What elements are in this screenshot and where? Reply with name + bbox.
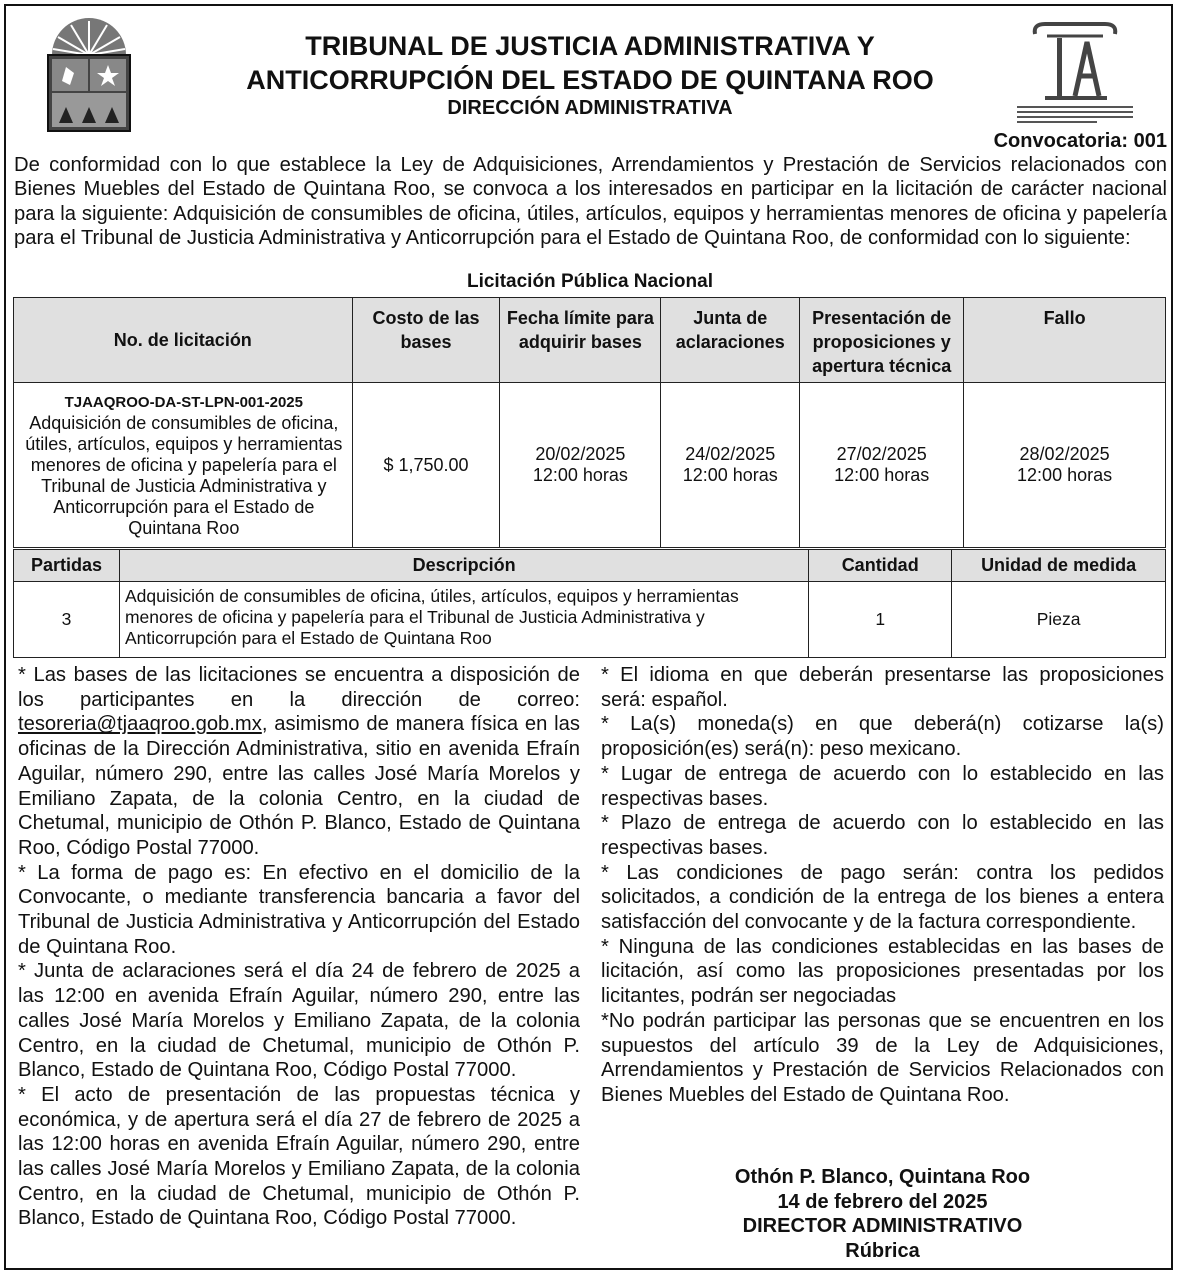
licitacion-description: Adquisición de consumibles de oficina, útiles, artículos, equipos y herramientas menores de oficina y papelería para el Tribunal de Justicia Administrativa y Anticorrupción para el Estado de Quintana Roo	[25, 412, 343, 538]
bases-text: * Las bases de las licitaciones se encuentra a disposición de los participantes en la dirección de correo:	[18, 664, 580, 711]
descripcion-cell: Adquisición de consumibles de oficina, útiles, artículos, equipos y herramientas menores de oficina y papelería para el Tribunal de Justicia Administrativa y Anticorrupción para el Estado de Quintana Roo	[119, 582, 808, 658]
fallo-date: 28/02/2025	[1019, 444, 1110, 464]
header-descripcion: Descripción	[119, 550, 808, 582]
moneda-paragraph: * La(s) moneda(s) en que deberá(n) cotizarse la(s) proposición(es) será(n): peso mexicano.	[601, 713, 1164, 761]
presentacion-date: 27/02/2025	[836, 444, 927, 464]
lugar-entrega-paragraph: * Lugar de entrega de acuerdo con lo establecido en las respectivas bases.	[601, 762, 1164, 810]
cantidad-cell: 1	[809, 582, 952, 658]
unidad-cell: Pieza	[952, 582, 1166, 658]
bases-paragraph	[18, 663, 580, 861]
email-link[interactable]: tesoreria@tjaaqroo.gob.mx	[18, 713, 262, 736]
licitacion-cell	[14, 383, 353, 548]
junta-paragraph: * Junta de aclaraciones será el día 24 de febrero de 2025 a las 12:00 en avenida Efraín Aguilar, número 290, entre las calles José María Morelos y Emiliano Zapata, de la colonia Centro, en la ciudad de Chetumal, municipio de Othón P. Blanco, Estado de Quintana Roo, Código Postal 77000.	[18, 960, 580, 1082]
header-cantidad: Cantidad	[809, 550, 952, 582]
plazo-entrega-paragraph: * Plazo de entrega de acuerdo con lo establecido en las respectivas bases.	[601, 812, 1164, 859]
restricciones-paragraph: *No podrán participar las personas que se encuentren en los supuestos del artículo 39 de la Ley de Adquisiciones, Arrendamientos y Prestación de Servicios Relacionados con Bienes Muebles del Estado de Quintana Roo.	[601, 1009, 1164, 1106]
licitacion-code: TJAAQROO-DA-ST-LPN-001-2025	[64, 393, 303, 411]
signature-note: Rúbrica	[845, 1239, 920, 1262]
table-row	[14, 582, 1166, 658]
header-fallo: Fallo	[964, 298, 1166, 383]
header-costo: Costo de las bases	[352, 298, 500, 383]
header-presentacion: Presentación de proposiciones y apertura técnica	[800, 298, 964, 383]
presentacion-paragraph: * El acto de presentación de las propuestas técnica y económica, y de apertura será el día 27 de febrero de 2025 a las 12:00 horas en avenida Efraín Aguilar, número 290, entre las calles José María Morelos y Emiliano Zapata, de la colonia Centro, en la ciudad de Chetumal, municipio de Othón P. Blanco, Estado de Quintana Roo, Código Postal 77000.	[18, 1083, 580, 1230]
partidas-table	[13, 549, 1166, 658]
fallo-time: 12:00 horas	[1017, 465, 1113, 485]
junta-cell	[661, 383, 800, 548]
partidas-cell: 3	[14, 582, 120, 658]
tribunal-title-line-2: ANTICORRUPCIÓN DEL ESTADO DE QUINTANA ROO	[246, 65, 934, 95]
direccion-subtitle: DIRECCIÓN ADMINISTRATIVA	[447, 97, 733, 119]
right-column	[601, 663, 1164, 1108]
presentacion-time: 12:00 horas	[834, 465, 930, 485]
header-no-licitacion: No. de licitación	[14, 298, 353, 383]
tribunal-title-line-1: TRIBUNAL DE JUSTICIA ADMINISTRATIVA Y	[305, 31, 875, 61]
forma-pago-paragraph: * La forma de pago es: En efectivo en el domicilio de la Convocante, o mediante transferencia bancaria a favor del Tribunal de Justicia Administrativa y Anticorrupción del Estado de Quintana Roo.	[18, 861, 580, 958]
signature-place: Othón P. Blanco, Quintana Roo	[734, 1166, 1031, 1188]
signature-date: 14 de febrero del 2025	[777, 1190, 988, 1213]
table-row	[14, 383, 1166, 548]
fecha-time: 12:00 horas	[532, 465, 628, 485]
fecha-date: 20/02/2025	[535, 444, 626, 464]
negociacion-paragraph: * Ninguna de las condiciones establecidas en las bases de licitación, así como las proposiciones presentadas por los licitantes, podrán ser negociadas	[601, 935, 1164, 1008]
condiciones-pago-paragraph: * Las condiciones de pago serán: contra los pedidos solicitados, a condición de la entrega de los bienes a entera satisfacción del convocante y de la factura correspondiente.	[601, 861, 1164, 934]
bases-text-continued: , asimismo de manera física en las oficinas de la Dirección Administrativa, sitio en avenida Efraín Aguilar, número 290, entre las calles José María Morelos y Emiliano Zapata, de la colonia Centro, en la ciudad de Chetumal, municipio de Othón P. Blanco, Estado de Quintana Roo, Código Postal 77000.	[18, 713, 580, 859]
header-unidad: Unidad de medida	[952, 550, 1166, 582]
header-fecha-limite: Fecha límite para adquirir bases	[500, 298, 661, 383]
left-column	[18, 663, 580, 1231]
junta-time: 12:00 horas	[682, 465, 778, 485]
convocatoria-number: Convocatoria: 001	[993, 130, 1167, 152]
licitacion-table	[13, 297, 1166, 548]
idioma-paragraph: * El idioma en que deberán presentarse las proposiciones será: español.	[601, 664, 1164, 711]
header-junta: Junta de aclaraciones	[661, 298, 800, 383]
state-coat-of-arms-icon	[44, 15, 134, 133]
section-title: Licitación Pública Nacional	[466, 271, 713, 292]
tja-logo-icon	[995, 14, 1155, 129]
table-header-row	[14, 550, 1166, 582]
intro-paragraph: De conformidad con lo que establece la Ley de Adquisiciones, Arrendamientos y Prestación de Servicios relacionados con Bienes Muebles del Estado de Quintana Roo, se convoca a los interesados en participar en la licitación de carácter nacional para la siguiente: Adquisición de consumibles de oficina, útiles, artículos, equipos y herramientas menores de oficina y papelería para el Tribunal de Justicia Administrativa y Anticorrupción para el Estado de Quintana Roo, de conformidad con lo siguiente:	[14, 154, 1167, 250]
fallo-cell	[964, 383, 1166, 548]
signature-block	[600, 1165, 1165, 1263]
signature-role: DIRECTOR ADMINISTRATIVO	[742, 1215, 1023, 1237]
costo-cell: $ 1,750.00	[352, 383, 500, 548]
header-partidas: Partidas	[14, 550, 120, 582]
junta-date: 24/02/2025	[685, 444, 776, 464]
fecha-cell	[500, 383, 661, 548]
presentacion-cell	[800, 383, 964, 548]
table-header-row	[14, 298, 1166, 383]
